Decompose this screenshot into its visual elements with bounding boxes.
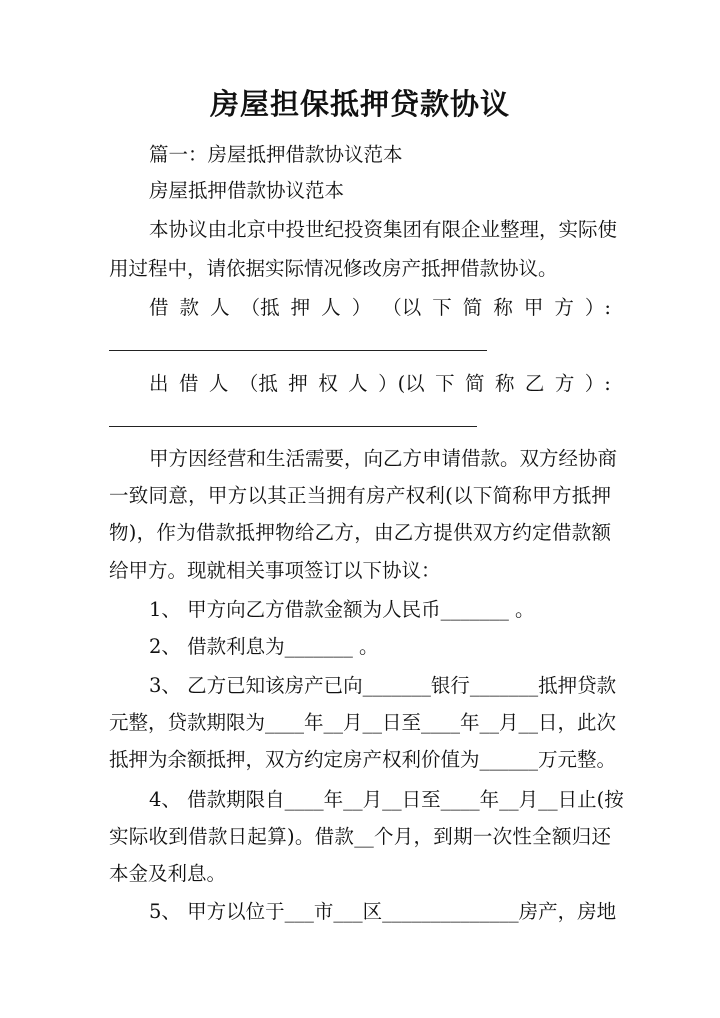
text-line: 抵押为余额抵押，双方约定房产权利价值为______万元整。	[109, 748, 617, 771]
text-line: 元整，贷款期限为____年__月__日至____年__月__日，此次	[109, 711, 617, 734]
text-line: 实际收到借款日起算)。借款__个月，到期一次性全额归还	[109, 825, 611, 848]
text-line: 房屋抵押借款协议范本	[149, 179, 345, 202]
label-char: 人	[321, 296, 341, 319]
label-char: 方	[554, 372, 575, 395]
text-line: 甲方因经营和生活需要，向乙方申请借款。双方经协商	[149, 447, 618, 470]
label-char: 乙	[524, 372, 545, 395]
label-char: ）(以	[378, 372, 425, 395]
clause-3: 3、 乙方已知该房产已向_______银行_______抵押贷款	[149, 674, 617, 697]
label-char: ）	[351, 296, 372, 319]
clause-1: 1、 甲方向乙方借款金额为人民币_______ 。	[149, 598, 535, 621]
document-title: 房屋担保抵押贷款协议	[209, 87, 510, 121]
label-char: 甲	[523, 296, 544, 319]
label-char: 借	[178, 372, 199, 395]
label-char: 下	[435, 372, 455, 395]
text-line: 本金及利息。	[109, 862, 227, 885]
clause-2: 2、 借款利息为_______ 。	[149, 635, 379, 658]
clause-4: 4、 借款期限自____年__月__日至____年__月__日止(按	[149, 788, 624, 811]
text-line: 用过程中，请依据实际情况修改房产抵押借款协议。	[109, 257, 558, 280]
label-char: 出	[149, 372, 169, 395]
text-line: 本协议由北京中投世纪投资集团有限企业整理，实际使	[149, 218, 618, 241]
lender-blank-line	[109, 426, 477, 427]
borrower-label	[149, 293, 611, 323]
label-char: 称	[493, 296, 513, 319]
text-line: 给甲方。现就相关事项签订以下协议：	[109, 559, 441, 582]
label-char: 人	[348, 372, 368, 395]
label-char: （抵	[240, 296, 280, 319]
label-char: 款	[179, 296, 200, 319]
label-char: 权	[318, 372, 338, 395]
label-char: ）:	[584, 296, 611, 319]
label-char: （以	[382, 296, 422, 319]
label-char: 称	[494, 372, 515, 395]
lender-label	[149, 369, 611, 399]
label-char: 押	[290, 296, 311, 319]
label-char: 押	[288, 372, 308, 395]
label-char: 人	[208, 372, 229, 395]
text-line: 物)，作为借款抵押物给乙方，由乙方提供双方约定借款额	[109, 521, 611, 544]
label-char: 人	[210, 296, 230, 319]
label-char: 简	[465, 372, 485, 395]
label-char: 借	[149, 296, 169, 319]
text-line: 篇一：房屋抵押借款协议范本	[149, 143, 403, 166]
label-char: 下	[432, 296, 452, 319]
label-char: （抵	[238, 372, 278, 395]
clause-5: 5、 甲方以位于___市___区______________房产，房地	[149, 900, 617, 923]
label-char: ）:	[584, 372, 611, 395]
text-line: 一致同意，甲方以其正当拥有房产权利(以下简称甲方抵押	[109, 484, 611, 507]
borrower-blank-line	[109, 350, 487, 351]
label-char: 简	[462, 296, 483, 319]
label-char: 方	[554, 296, 574, 319]
